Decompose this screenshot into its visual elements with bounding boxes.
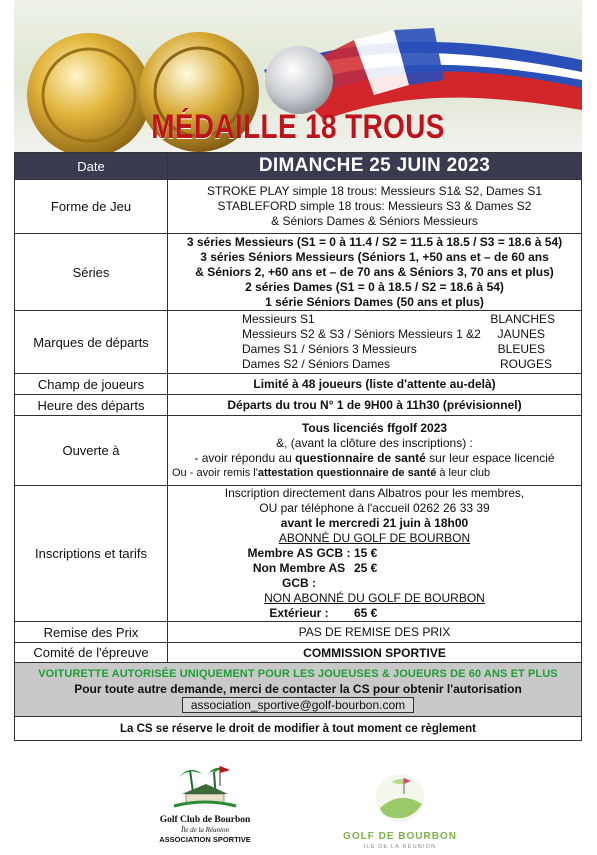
series-line: 3 séries Séniors Messieurs (Séniors 1, +50 ans et – de 60 ans [200,249,549,264]
forme-label: Forme de Jeu [15,180,168,234]
tee-who: Messieurs S1 [242,312,315,326]
heure-label: Heure des départs [15,395,168,416]
tee-color: ROUGES [499,357,552,371]
forme-line: STROKE PLAY simple 18 trous: Messieurs S1& S2, Dames S1 [206,184,543,198]
champ-value: Limité à 48 joueurs (liste d'attente au-delà) [168,374,582,395]
tee-row [168,312,581,327]
price-value: 25 € [354,561,378,575]
series-row [15,234,582,311]
ouverte-label: Ouverte à [15,416,168,486]
forme-row [15,180,582,234]
page-title: MÉDAILLE 18 TROUS [151,108,445,146]
forme-line: STABLEFORD simple 18 trous: Messieurs S3 & Dames S2 [217,199,532,213]
inscriptions-line: Inscription directement dans Albatros pour les membres, [224,486,525,500]
tee-color: BLANCHES [490,312,555,326]
price-row [168,606,581,621]
tee-row [168,327,581,342]
comite-label: Comité de l'épreuve [15,643,168,663]
series-line: 2 séries Dames (S1 = 0 à 18.5 / S2 = 18.6 à 54) [245,279,504,294]
hero-banner [14,0,582,152]
marques-label: Marques de départs [15,311,168,374]
logo1-name: Golf Club de Bourbon [159,815,251,825]
ouverte-line: - avoir répondu au questionnaire de santé sur leur espace licencié [194,450,555,465]
series-line: 3 séries Messieurs (S1 = 0 à 11.4 / S2 = 11.5 à 18.5 / S3 = 18.6 à 54) [186,234,563,249]
price-label: Membre AS GCB : [247,546,351,560]
date-label: Date [15,153,168,180]
remise-row [15,622,582,643]
golf-club-emblem-icon [170,760,240,810]
comite-value: COMMISSION SPORTIVE [168,643,582,663]
series-label: Séries [15,234,168,311]
inscriptions-value [168,486,582,622]
forme-value [168,180,582,234]
tee-row [168,342,581,357]
ouverte-line: &, (avant la clôture des inscriptions) : [276,435,473,450]
marques-value [168,311,582,374]
inscriptions-label: Inscriptions et tarifs [15,486,168,622]
notice-box [15,663,582,717]
heure-value: Départs du trou N° 1 de 9H00 à 11h30 (prévisionnel) [168,395,582,416]
notice-voiturette: VOITURETTE AUTORISÉE UNIQUEMENT POUR LES JOUEUSES & JOUEURS DE 60 ANS ET PLUS [38,667,558,680]
notice-line: Pour toute autre demande, merci de contacter la CS pour obtenir l'autorisation [74,681,522,696]
inscriptions-row [15,486,582,622]
series-line: & Séniors 2, +60 ans et – de 70 ans & Séniors 3, 70 ans et plus) [195,264,554,279]
logo2-name: GOLF DE BOURBON [343,831,457,842]
remise-value: PAS DE REMISE DES PRIX [168,622,582,643]
ouverte-line: Ou - avoir remis l'attestation questionnaire de santé à leur club [172,466,491,479]
price-row [168,546,581,561]
footer-note: La CS se réserve le droit de modifier à tout moment ce règlement [15,717,582,741]
tee-who: Dames S2 / Séniors Dames [242,357,391,371]
ouverte-line: Tous licenciés ffgolf 2023 [301,420,448,435]
golf-club-logo [150,760,260,845]
logo1-sub: Île de la Réunion [180,826,229,834]
inscriptions-deadline: avant le mercredi 21 juin à 18h00 [280,516,469,530]
price-label: Non Membre AS GCB : [252,561,346,590]
comite-row [15,643,582,663]
tee-who: Messieurs S2 & S3 / Séniors Messieurs 1 &2 [242,327,481,341]
champ-label: Champ de joueurs [15,374,168,395]
forme-line: & Séniors Dames & Séniors Messieurs [271,214,478,228]
notice-row [15,663,582,717]
marques-row [15,311,582,374]
golf-de-bourbon-logo [340,768,460,851]
ouverte-row [15,416,582,486]
tee-who: Dames S1 / Séniors 3 Messieurs [242,342,417,356]
golf-bourbon-emblem-icon [370,768,430,826]
champ-row [15,374,582,395]
heure-row [15,395,582,416]
tee-color: BLEUES [497,342,545,356]
date-row [15,153,582,180]
remise-label: Remise des Prix [15,622,168,643]
logo1-assoc: ASSOCIATION SPORTIVE [159,835,251,844]
inscriptions-line: OU par téléphone à l'accueil 0262 26 33 39 [259,501,490,515]
series-value [168,234,582,311]
price-value: 65 € [354,606,378,620]
series-line: 1 série Séniors Dames (50 ans et plus) [265,294,484,309]
date-value: DIMANCHE 25 JUIN 2023 [168,153,582,180]
notice-email-link[interactable]: association_sportive@golf-bourbon.com [182,697,414,713]
ouverte-value [168,416,582,486]
price-value: 15 € [354,546,378,560]
abonne-heading: ABONNÉ DU GOLF DE BOURBON [278,531,471,545]
tee-color: JAUNES [497,327,545,341]
price-row [168,561,581,591]
price-label: Extérieur : [269,606,329,620]
non-abonne-heading: NON ABONNÉ DU GOLF DE BOURBON [264,591,485,605]
tee-row [168,357,581,372]
footer-row [15,717,582,741]
logo2-sub: ÎLE DE LA RÉUNION [363,844,437,850]
rules-table [14,152,582,741]
